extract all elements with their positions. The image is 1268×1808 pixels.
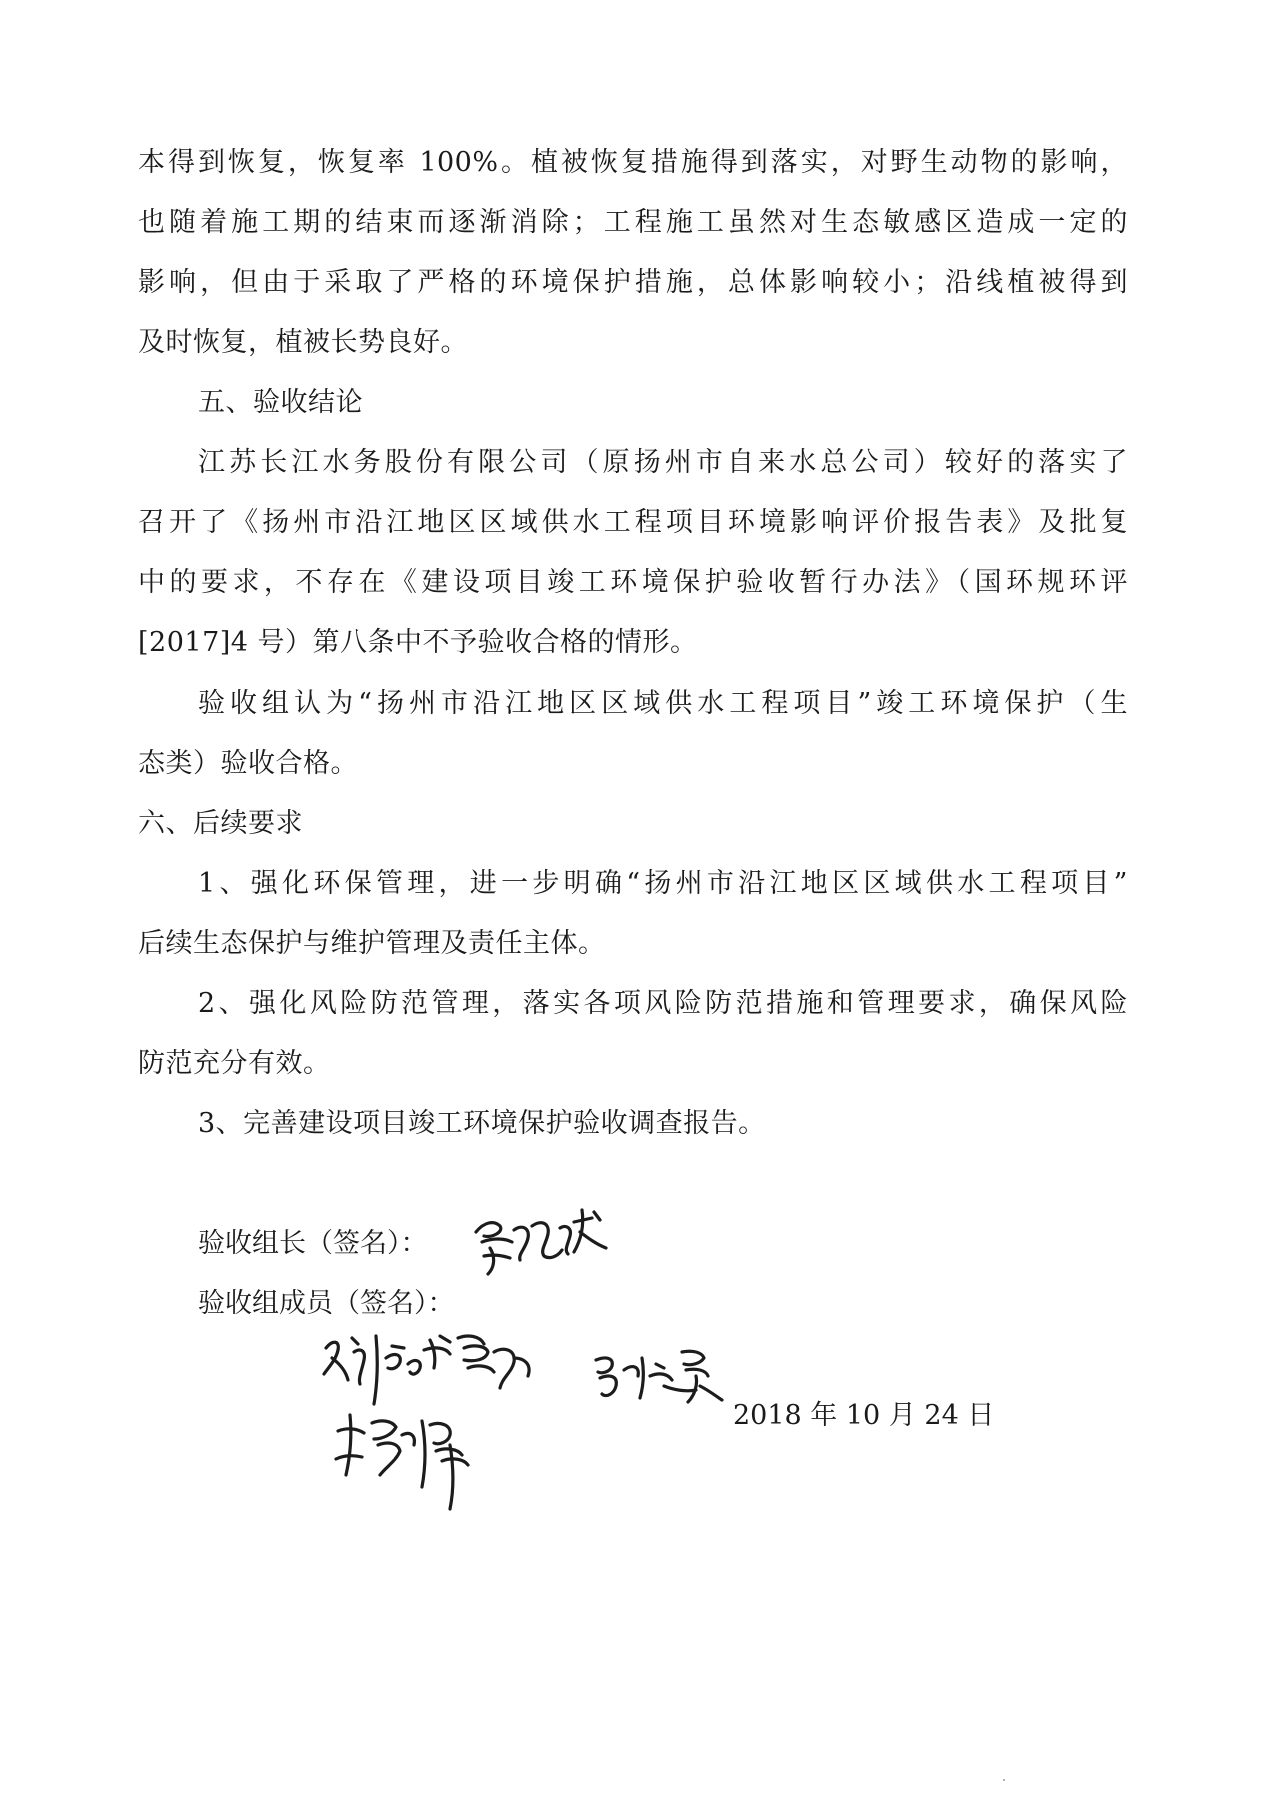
section-heading-6: 六、后续要求 <box>138 808 303 839</box>
requirement-item-2: 2、强化风险防范管理，落实各项风险防范措施和管理要求，确保风险 <box>198 988 1128 1019</box>
body-line: 也随着施工期的结束而逐渐消除；工程施工虽然对生态敏感区造成一定的 <box>138 207 1128 238</box>
member-signature <box>318 1318 548 1408</box>
members-signature-label: 验收组成员（签名）： <box>198 1288 455 1319</box>
section-heading-5: 五、验收结论 <box>198 387 363 418</box>
scan-speck <box>1003 1779 1005 1781</box>
body-line: 召开了《扬州市沿江地区区域供水工程项目环境影响评价报告表》及批复 <box>138 507 1128 538</box>
member-signature <box>590 1340 740 1410</box>
body-line: 江苏长江水务股份有限公司（原扬州市自来水总公司）较好的落实了 <box>198 447 1128 478</box>
body-line: [2017]4 号）第八条中不予验收合格的情形。 <box>138 627 698 658</box>
member-signature <box>330 1405 500 1515</box>
leader-signature <box>470 1198 620 1278</box>
requirement-item-1: 1、强化环保管理，进一步明确“扬州市沿江地区区域供水工程项目” <box>198 868 1128 899</box>
body-line: 及时恢复，植被长势良好。 <box>138 327 468 358</box>
body-line: 本得到恢复，恢复率 100%。植被恢复措施得到落实，对野生动物的影响， <box>138 147 1128 178</box>
body-line: 中的要求，不存在《建设项目竣工环境保护验收暂行办法》（国环规环评 <box>138 567 1128 598</box>
body-line: 态类）验收合格。 <box>138 748 358 779</box>
document-date: 2018 年 10 月 24 日 <box>733 1400 995 1431</box>
body-line: 验收组认为“扬州市沿江地区区域供水工程项目”竣工环境保护（生 <box>198 688 1128 719</box>
requirement-item-3: 3、完善建设项目竣工环境保护验收调查报告。 <box>198 1108 766 1139</box>
body-line: 防范充分有效。 <box>138 1048 331 1079</box>
body-line: 影响，但由于采取了严格的环境保护措施，总体影响较小；沿线植被得到 <box>138 267 1128 298</box>
body-line: 后续生态保护与维护管理及责任主体。 <box>138 928 606 959</box>
leader-signature-label: 验收组长（签名）： <box>198 1228 428 1259</box>
